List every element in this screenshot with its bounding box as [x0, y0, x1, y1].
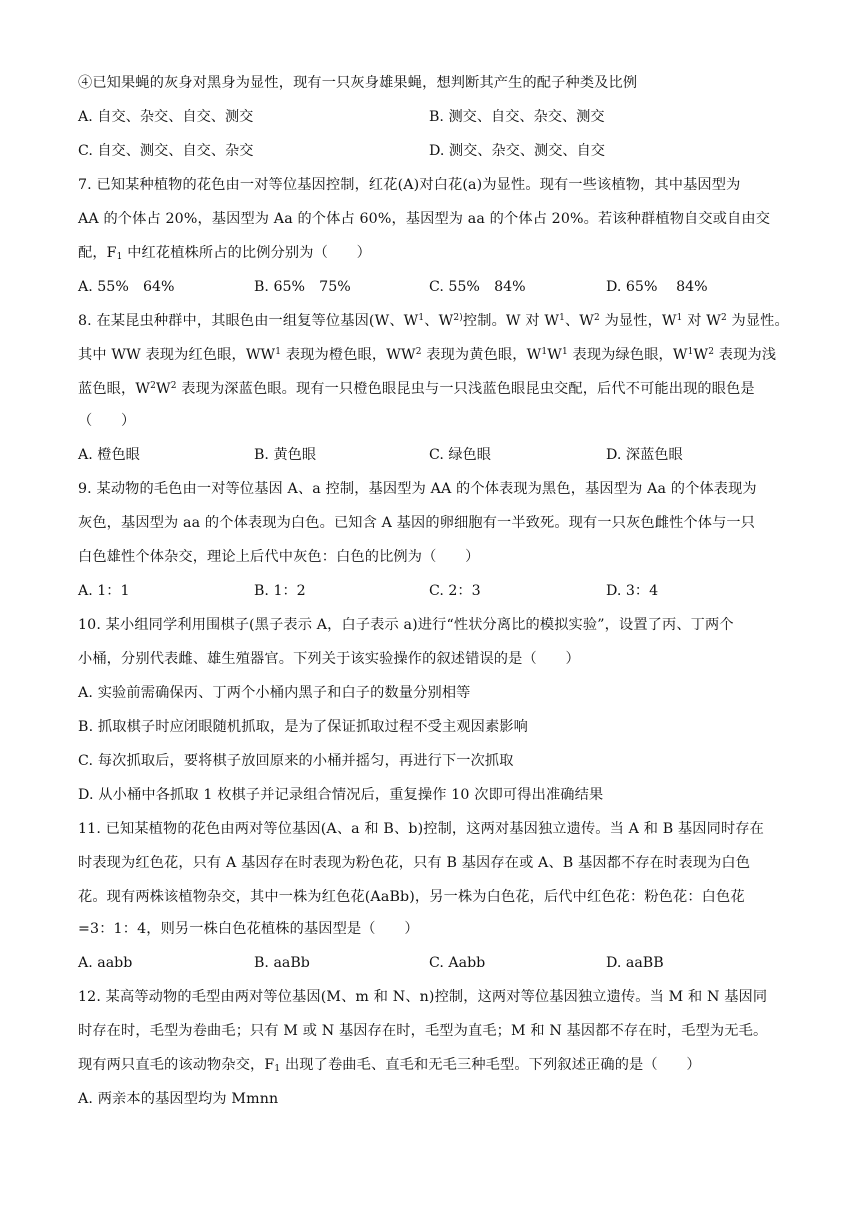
q9-option-d: D. 3：4 — [606, 583, 659, 599]
q6-item4: ④已知果蝇的灰身对黑身为显性，现有一只灰身雄果蝇，想判断其产生的配子种类及比例 — [78, 75, 638, 91]
q8-option-d: D. 深蓝色眼 — [606, 447, 683, 463]
q11-line3: 花。现有两株该植物杂交，其中一株为红色花(AaBb)，另一株为白色花，后代中红色花：粉色花：白色花 — [78, 889, 745, 905]
q11-option-b: B. aaBb — [254, 955, 310, 971]
q12-option-a: A. 两亲本的基因型均为 Mmnn — [78, 1091, 279, 1107]
q7-line2: AA 的个体占 20%，基因型为 Aa 的个体占 60%，基因型为 aa 的个体占 20%。若该种群植物自交或自由交 — [78, 211, 771, 227]
q7-line3: 配，$F_1$ 中红花植株所占的比例分别为（ ） — [78, 245, 371, 262]
q12-line2: 时存在时，毛型为卷曲毛；只有 M 或 N 基因存在时，毛型为直毛；M 和 N 基因都不存在时，毛型为无毛。 — [78, 1023, 768, 1039]
q10-option-d: D. 从小桶中各抓取 1 枚棋子并记录组合情况后，重复操作 10 次即可得出准确结果 — [78, 787, 604, 803]
q8-line1: 8. 在某昆虫种群中，其眼色由一组复等位基因(W、$W^1$、$W^{2)}$控制。W 对 $W^1$、$W^2$ 为显性，$W^1$ 对 $W^2$ 为显性。 — [78, 313, 789, 329]
q7-option-c: C. 55% 84% — [429, 279, 526, 295]
q9-option-b: B. 1：2 — [254, 583, 306, 599]
q8-option-b: B. 黄色眼 — [254, 447, 317, 463]
q8-line2: 其中 WW 表现为红色眼，$WW^1$ 表现为橙色眼，$WW^2$ 表现为黄色眼，$W^1W^1$ 表现为绿色眼，$W^1W^2$ 表现为浅 — [78, 347, 777, 363]
q11-option-a: A. aabb — [78, 955, 133, 971]
q9-option-a: A. 1：1 — [78, 583, 130, 599]
q7-option-a: A. 55% 64% — [78, 279, 175, 295]
q8-line4: （ ） — [78, 413, 136, 429]
q6-option-b: B. 测交、自交、杂交、测交 — [429, 109, 605, 125]
q6-option-c: C. 自交、测交、自交、杂交 — [78, 143, 254, 159]
q7-line1: 7. 已知某种植物的花色由一对等位基因控制，红花(A)对白花(a)为显性。现有一些该植物，其中基因型为 — [78, 177, 741, 193]
q11-line2: 时表现为红色花，只有 A 基因存在时表现为粉色花，只有 B 基因存在或 A、B 基因都不存在时表现为白色 — [78, 855, 751, 871]
q11-line4: =3：1：4，则另一株白色花植株的基因型是（ ） — [78, 921, 419, 937]
q11-line1: 11. 已知某植物的花色由两对等位基因(A、a 和 B、b)控制，这两对基因独立遗传。当 A 和 B 基因同时存在 — [78, 821, 764, 837]
q6-option-a: A. 自交、杂交、自交、测交 — [78, 109, 254, 125]
q10-option-b: B. 抓取棋子时应闭眼随机抓取，是为了保证抓取过程不受主观因素影响 — [78, 719, 529, 735]
q8-option-a: A. 橙色眼 — [78, 447, 140, 463]
q9-option-c: C. 2：3 — [429, 583, 481, 599]
q8-option-c: C. 绿色眼 — [429, 447, 491, 463]
q11-option-d: D. aaBB — [606, 955, 664, 971]
q12-line3: 现有两只直毛的该动物杂交，$F_1$ 出现了卷曲毛、直毛和无毛三种毛型。下列叙述正确的是（ ） — [78, 1057, 701, 1074]
q9-line2: 灰色，基因型为 aa 的个体表现为白色。已知含 A 基因的卵细胞有一半致死。现有一只灰色雌性个体与一只 — [78, 515, 756, 531]
q10-line1: 10. 某小组同学利用围棋子(黑子表示 A，白子表示 a)进行“性状分离比的模拟实验”，设置了丙、丁两个 — [78, 617, 734, 633]
q10-option-c: C. 每次抓取后，要将棋子放回原来的小桶并摇匀，再进行下一次抓取 — [78, 753, 514, 769]
q9-line3: 白色雄性个体杂交，理论上后代中灰色：白色的比例为（ ） — [78, 549, 480, 565]
q10-option-a: A. 实验前需确保丙、丁两个小桶内黑子和白子的数量分别相等 — [78, 685, 471, 701]
q11-option-c: C. Aabb — [429, 955, 486, 971]
q9-line1: 9. 某动物的毛色由一对等位基因 A、a 控制，基因型为 AA 的个体表现为黑色，基因型为 Aa 的个体表现为 — [78, 481, 757, 497]
q7-option-d: D. 65% 84% — [606, 279, 708, 295]
q10-line2: 小桶，分别代表雌、雄生殖器官。下列关于该实验操作的叙述错误的是（ ） — [78, 651, 580, 667]
q7-option-b: B. 65% 75% — [254, 279, 351, 295]
q6-option-d: D. 测交、杂交、测交、自交 — [429, 143, 605, 159]
q12-line1: 12. 某高等动物的毛型由两对等位基因(M、m 和 N、n)控制，这两对等位基因独立遗传。当 M 和 N 基因同 — [78, 989, 768, 1005]
q8-line3: 蓝色眼，$W^2W^2$ 表现为深蓝色眼。现有一只橙色眼昆虫与一只浅蓝色眼昆虫交配，后代不可能出现的眼色是 — [78, 381, 755, 397]
